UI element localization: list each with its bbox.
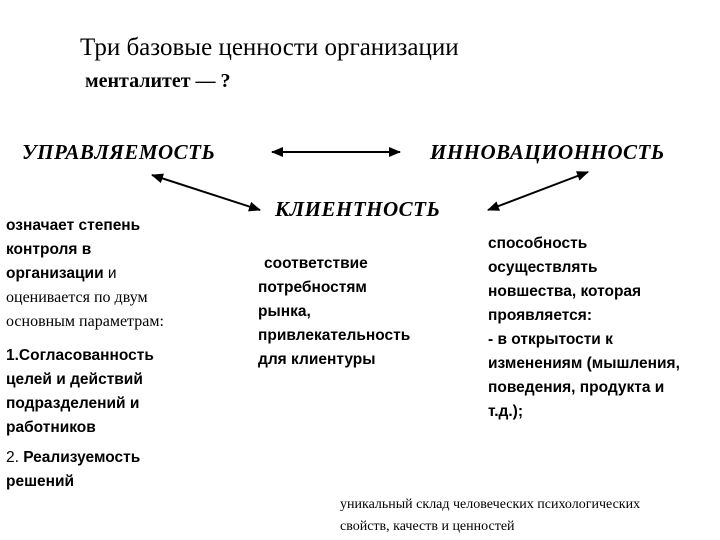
control-item1-line: 1.Согласованность: [6, 347, 154, 364]
control-item2-line: [6, 446, 164, 470]
innovation-line: - в открытости к: [488, 331, 613, 348]
innovation-line: изменениям (мышления,: [488, 355, 680, 372]
client-line: рынка,: [258, 303, 311, 320]
heading-client: КЛИЕНТНОСТЬ: [275, 197, 441, 221]
client-line: соответствие: [264, 255, 368, 272]
heading-control: УПРАВЛЯЕМОСТЬ: [22, 140, 216, 164]
footer-line: уникальный склад человеческих психологических: [340, 497, 641, 512]
innovation-description: [488, 232, 680, 424]
arrow-client-innovation: [488, 172, 588, 210]
control-item2-word: Реализуемость: [23, 449, 141, 466]
control-item2-number: 2.: [6, 449, 24, 466]
client-description: [258, 252, 410, 372]
control-item2-line: решений: [6, 473, 75, 490]
arrow-control-client: [152, 175, 260, 210]
control-line-organization: [6, 262, 164, 286]
innovation-line: проявляется:: [488, 307, 592, 324]
innovation-line: новшества, которая: [488, 283, 642, 300]
control-line: основным параметрам:: [6, 313, 164, 330]
footer-note: [340, 494, 640, 538]
control-line: означает степень: [6, 217, 141, 234]
innovation-line: поведения, продукта и: [488, 379, 665, 396]
innovation-line: осуществлять: [488, 259, 598, 276]
control-item1-line: подразделений и: [6, 395, 140, 412]
slide-title: Три базовые ценности организации: [80, 34, 459, 61]
control-item1-line: целей и действий: [6, 371, 143, 388]
control-conjunction: и: [107, 265, 117, 282]
heading-innovation: ИННОВАЦИОННОСТЬ: [430, 140, 665, 164]
footer-line: свойств, качеств и ценностей: [340, 519, 515, 534]
innovation-line: т.д.);: [488, 403, 524, 420]
control-item1-line: работников: [6, 419, 96, 436]
innovation-line: способность: [488, 235, 588, 252]
control-word: организации: [6, 265, 104, 282]
client-line: для клиентуры: [258, 351, 376, 368]
slide-subtitle: менталитет — ?: [85, 70, 231, 92]
client-line: потребностям: [258, 279, 367, 296]
control-line: оценивается по двум: [6, 289, 148, 306]
control-line: контроля в: [6, 241, 92, 258]
control-description: [6, 214, 164, 494]
client-line: привлекательность: [258, 327, 411, 344]
